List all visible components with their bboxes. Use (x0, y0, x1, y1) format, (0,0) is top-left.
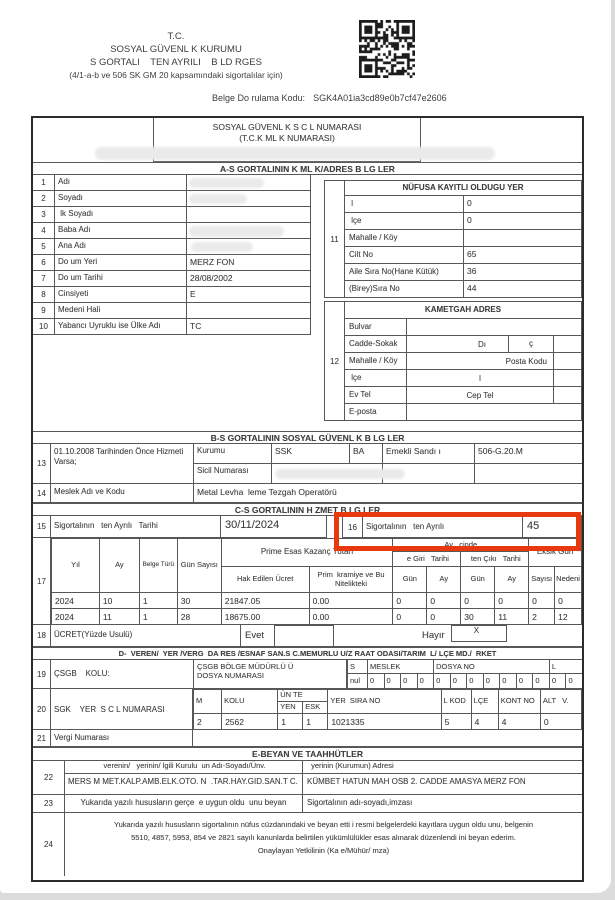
table-cell: 28 (177, 609, 221, 625)
field-value (463, 230, 581, 246)
row-number: 12 (325, 302, 345, 420)
table-row (345, 369, 581, 386)
redaction-smudge (189, 194, 247, 204)
table-cell: 0 (417, 674, 434, 688)
address-title: KAMETGAH ADRES (424, 305, 502, 314)
row-number: 3 (33, 207, 55, 222)
table-cell: 2 (194, 714, 222, 730)
table-row (345, 246, 581, 263)
table-cell: 0 (400, 674, 417, 688)
table-cell: 0.00 (309, 593, 393, 609)
registry-title: NÜFUSA KAYITLI OLDUGU YER (402, 183, 524, 192)
table-cell: 2024 (52, 609, 100, 625)
field-label: Yabancı Uyruklu ise Ülke Adı (55, 319, 187, 334)
field-label: lçe (345, 370, 407, 386)
field-label: Kurumu (194, 444, 272, 463)
field-value (187, 303, 310, 318)
table-row (194, 714, 582, 730)
table-cell: 4 (498, 714, 540, 730)
table-cell: 0 (393, 609, 427, 625)
table-row (33, 287, 311, 303)
row-number: 19 (33, 660, 51, 688)
table-row (65, 774, 582, 794)
table-row (194, 464, 582, 483)
verify-code-line (212, 93, 447, 103)
residence-address-box (324, 301, 582, 421)
column-header: ÜN TE (278, 690, 328, 702)
field-value: 30/11/2024 (221, 516, 327, 537)
field-value: 28/08/2002 (190, 273, 233, 283)
table-cell: 30 (461, 609, 495, 625)
signature-label: Sigortalının adı-soyadı,imzası (307, 798, 413, 807)
field-label: Posta Kodu (505, 356, 547, 366)
qr-code-icon (359, 20, 415, 78)
column-header: Nedeni (555, 567, 582, 593)
field-value: 45 (527, 520, 540, 532)
table-cell: 0 (516, 674, 533, 688)
address-column (324, 175, 582, 431)
table-row (345, 403, 581, 420)
table-row (345, 229, 581, 246)
table-cell: 0 (427, 593, 461, 609)
field-label: DOSYA NUMARASI (197, 671, 264, 680)
column-header: Eksik Gün (529, 539, 582, 567)
column-header: Ay çinde (393, 539, 529, 552)
regional-file-label (194, 660, 347, 688)
column-header: Prime Esas Kazanç Tutarı (221, 539, 393, 567)
row-22 (33, 761, 582, 795)
workplace-number-table (193, 689, 582, 730)
row-18 (33, 625, 582, 647)
table-row (33, 191, 311, 207)
table-row (33, 175, 311, 191)
column-header: Gün (393, 567, 427, 593)
table-row (194, 444, 582, 464)
row-number: 11 (325, 181, 345, 297)
table-cell: 1 (139, 609, 177, 625)
row-number: 21 (33, 730, 51, 746)
row-number: 14 (33, 484, 51, 502)
field-label: l (479, 373, 481, 383)
field-value: 36 (463, 264, 581, 280)
table-row (345, 280, 581, 297)
column-header: Sayısı (529, 567, 555, 593)
field-value: MERS M MET.KALP.AMB.ELK.OTO. N .TAR.HAY.GID.SAN.T C. (65, 774, 303, 794)
field-label: Vergi Numarası (51, 730, 193, 746)
field-value: Emekli Sandı ı (383, 444, 475, 463)
table-cell: 30 (177, 593, 221, 609)
field-label: Ana Adı (55, 239, 187, 254)
column-header: Gün (461, 567, 495, 593)
column-header: ten Çıkı Tarihi (461, 552, 529, 567)
field-value: BA (350, 444, 383, 463)
field-label: Sigortalının ten Ayrılı Tarihi (51, 516, 221, 537)
table-row (345, 212, 581, 229)
section-c-title: C-S GORTALININ H ZMET B LG LER (33, 503, 582, 516)
table-row (52, 609, 582, 625)
row-number: 6 (33, 255, 55, 270)
row-number: 18 (33, 625, 51, 646)
column-header: Belge Türü (139, 539, 177, 593)
field-label: Sicil Numarası (194, 464, 272, 483)
table-row (33, 207, 311, 223)
field-value (187, 239, 310, 254)
table-cell: 0 (450, 674, 467, 688)
table-row (345, 335, 581, 352)
table-cell: 0 (367, 674, 384, 688)
identity-table (33, 175, 311, 431)
column-header: KONT NO (498, 690, 540, 714)
row-15-16 (33, 516, 582, 538)
redaction-smudge (191, 242, 253, 252)
field-label: (Birey)Sıra No (349, 284, 400, 293)
table-row (33, 223, 311, 239)
table-row (33, 271, 311, 287)
field-value (187, 223, 310, 238)
table-cell: 5 (441, 714, 471, 730)
declaration-line: Onaylayan Yetkilinin (Ka e/Mühür/ mza) (257, 846, 390, 855)
field-label: lk Soyadı (55, 207, 187, 222)
leaving-reason-row (342, 516, 582, 538)
tckn-box (33, 118, 582, 162)
row-number: 16 (343, 517, 363, 537)
row-24 (33, 813, 582, 876)
table-cell: 1 (139, 593, 177, 609)
field-label: Cinsiyeti (55, 287, 187, 302)
field-label: Cadde-Sokak (345, 336, 407, 352)
row-number: 1 (33, 175, 55, 190)
field-label: SGK YER S C L NUMARASI (51, 689, 193, 730)
field-label: Do um Yeri (55, 255, 187, 270)
field-label: Do um Tarihi (55, 271, 187, 286)
column-header: YER SIRA NO (328, 690, 441, 714)
column-header: Hak Edilen Ücret (221, 567, 309, 593)
table-cell: 0 (466, 674, 483, 688)
field-value (553, 387, 581, 403)
table-cell: 12 (555, 609, 582, 625)
row-number: 22 (33, 761, 65, 794)
column-header: Ay (99, 539, 139, 593)
table-cell: 18675.00 (221, 609, 309, 625)
row-number: 9 (33, 303, 55, 318)
row-number: 5 (33, 239, 55, 254)
table-cell: 1 (278, 714, 303, 730)
column-header: L KOD (441, 690, 471, 714)
field-label: Dı (478, 339, 486, 349)
field-label: Mahalle / Köy (345, 353, 407, 369)
field-value: 0 (463, 213, 581, 229)
row-13 (33, 444, 582, 484)
no-label: Hayır (422, 630, 445, 641)
field-label: 01.10.2008 Tarihinden Önce Hizmeti Varsa; (51, 444, 194, 483)
field-label: ç (508, 336, 553, 352)
redaction-smudge (189, 178, 264, 188)
field-value: MERZ FON (190, 257, 235, 267)
table-cell: 2 (529, 609, 555, 625)
redaction-smudge (189, 226, 284, 237)
table-cell: 0 (565, 674, 582, 688)
column-header: LÇE (471, 690, 498, 714)
field-label: lçe (349, 216, 362, 225)
yes-checkbox (274, 625, 334, 647)
field-label: ÇSGB KOLU: (51, 660, 194, 688)
header-form-subtitle: (4/1-a-b ve 506 SK GM 20 kapsamındaki sigortalılar için) (69, 70, 283, 80)
field-label: verenin/ yerinin/ lgili Kurulu un Adı-Soyadı/Ünv. (65, 761, 303, 773)
row-number: 17 (33, 538, 51, 625)
table-cell: 0 (483, 674, 500, 688)
field-value (272, 464, 383, 483)
earnings-table-row (33, 538, 582, 625)
field-label: Cilt No (349, 250, 374, 259)
column-header: Ay (495, 567, 529, 593)
field-label: ÇSGB BÖLGE MÜDÜRLÜ Ü (197, 662, 294, 671)
column-header: DOSYA NO (433, 660, 549, 673)
table-cell: 0 (427, 609, 461, 625)
table-row (33, 239, 311, 255)
header-org: SOSYAL GÜVENL K KURUMU (110, 44, 242, 55)
tckn-title: SOSYAL GÜVENL K S C L NUMARASI (212, 122, 362, 132)
tckn-subtitle: (T.C.K ML K NUMARASI) (239, 133, 335, 143)
row-number: 15 (33, 516, 51, 537)
field-value (475, 464, 582, 483)
section-a-title: A-S GORTALININ K ML K/ADRES B LG LER (33, 162, 582, 175)
table-cell: 1021335 (328, 714, 441, 730)
table-cell: 0 (433, 674, 450, 688)
column-header: ALT V. (540, 690, 581, 714)
table-cell: 0 (529, 593, 555, 609)
field-label: Meslek Adı ve Kodu (51, 484, 194, 502)
table-cell: 4 (471, 714, 498, 730)
row-20 (33, 689, 582, 730)
table-cell: 11 (495, 609, 529, 625)
table-cell: 0 (549, 674, 566, 688)
field-value: SSK (272, 444, 350, 463)
field-label: ÜCRET(Yüzde Usulü) (51, 625, 241, 646)
table-cell: 0.00 (309, 609, 393, 625)
row-19 (33, 660, 582, 689)
form-table (31, 116, 584, 882)
column-header: e Giri Tarihi (393, 552, 461, 567)
table-row (52, 593, 582, 609)
column-header: KOLU (222, 690, 278, 714)
row-number: 24 (33, 813, 65, 876)
table-row (33, 319, 311, 335)
section-a-body (33, 175, 582, 431)
field-value: Metal Levha leme Tezgah Operatörü (197, 487, 337, 497)
earnings-table (51, 538, 582, 625)
field-value (187, 191, 310, 206)
leaving-date-row (33, 516, 327, 538)
row-number: 23 (33, 795, 65, 812)
table-cell: 1 (303, 714, 328, 730)
row-number: 7 (33, 271, 55, 286)
table-cell: 2562 (222, 714, 278, 730)
field-label: Soyadı (55, 191, 187, 206)
verify-code: SGK4A01ia3cd89e0b7cf47e2606 (313, 93, 447, 103)
table-cell: 0 (499, 674, 516, 688)
field-label: l (349, 199, 354, 208)
field-value: 44 (463, 281, 581, 297)
field-label: Baba Adı (55, 223, 187, 238)
field-value: 506-G.20.M (478, 446, 523, 456)
row-21 (33, 730, 582, 747)
column-header: YEN (278, 702, 303, 714)
section-d-title: D- VEREN/ YER /VERG DA RES /ESNAF SAN.S C.MEMURLU U/Z RAAT ODASI/TARIM L/ LÇE MD./ RKET (33, 647, 582, 660)
table-row (65, 761, 582, 774)
field-label: Cep Tel (466, 390, 494, 400)
field-label: yerinin (Kurumun) Adresi (309, 761, 394, 770)
document-header (36, 30, 316, 82)
row-number: 10 (33, 319, 55, 334)
column-header: ESK (303, 702, 328, 714)
row-number: 13 (33, 444, 51, 483)
field-label: Ev Tel (345, 387, 407, 403)
field-label: Aile Sıra No(Hane Kütük) (349, 267, 439, 276)
row-number: 4 (33, 223, 55, 238)
section-b-title: B-S GORTALININ SOSYAL GÜVENL K B LG LER (33, 431, 582, 444)
field-label: Medeni Hali (55, 303, 187, 318)
table-row (33, 255, 311, 271)
row-number: 20 (33, 689, 51, 730)
table-cell: nul (347, 674, 367, 688)
field-value: E (190, 289, 196, 299)
header-form-title: S GORTALI TEN AYRILI B LD RGES (90, 57, 262, 68)
field-value: 0 (463, 196, 581, 212)
field-label: Mahalle / Köy (349, 233, 398, 242)
column-gap (311, 175, 324, 431)
column-header: S (347, 660, 367, 673)
field-value: TC (190, 321, 202, 331)
declaration-line: 5510, 4857, 5953, 854 ve 2821 sayılı kanunlarda belirtilen yükümlülükler esas alınarak düzenlendi ini beyan ederim. (131, 833, 516, 842)
table-cell: 10 (99, 593, 139, 609)
field-value: KÜMBET HATUN MAH OSB 2. CADDE AMASYA MERZ FON (307, 777, 526, 786)
field-value (553, 370, 581, 386)
table-cell: 0 (495, 593, 529, 609)
table-cell: 0 (393, 593, 427, 609)
row-number: 8 (33, 287, 55, 302)
table-row (345, 352, 581, 369)
table-cell: 0 (461, 593, 495, 609)
section-e-title: E-BEYAN VE TAAHHÜTLER (33, 747, 582, 761)
column-header: Prim kramiye ve Bu Nitelikteki (309, 567, 393, 593)
header-tc: T.C. (167, 31, 185, 42)
field-label: Sigortalının ten Ayrılı (363, 517, 523, 537)
column-header: Ay (427, 567, 461, 593)
yes-label: Evet (245, 630, 265, 641)
no-checkbox: X (451, 625, 507, 642)
field-label: E-posta (345, 404, 407, 420)
table-row (345, 195, 581, 212)
table-row (345, 263, 581, 280)
column-header: Yıl (52, 539, 100, 593)
field-value (187, 175, 310, 190)
table-cell: 0 (555, 593, 582, 609)
field-value: 65 (463, 247, 581, 263)
redaction-smudge (275, 469, 405, 479)
table-cell: 0 (384, 674, 401, 688)
table-cell: 0 (540, 714, 581, 730)
table-row (345, 386, 581, 403)
redaction-smudge (95, 147, 495, 160)
column-header: M (194, 690, 222, 714)
table-row (33, 303, 311, 319)
field-value (553, 336, 581, 352)
field-label: Adı (55, 175, 187, 190)
row-23 (33, 795, 582, 813)
row-number: 2 (33, 191, 55, 206)
birth-registry-box (324, 180, 582, 298)
column-header: Gün Sayısı (177, 539, 221, 593)
table-cell: 21847.05 (221, 593, 309, 609)
approval-declaration (65, 813, 582, 876)
declaration-line: Yukarıda yazılı hususların sigortalının nüfus cüzdanındaki ve beyan etti i resmi belgelerdeki kayıtlara uygun oldu unu, belgenin (113, 820, 533, 829)
verify-label: Belge Do rulama Kodu: (212, 93, 306, 103)
table-row (345, 318, 581, 335)
field-label: Bulvar (345, 319, 407, 335)
table-cell: 11 (99, 609, 139, 625)
file-number-grid (347, 660, 582, 688)
field-value (553, 353, 581, 369)
field-value (193, 730, 582, 746)
table-cell: 2024 (52, 593, 100, 609)
field-value (187, 207, 310, 222)
column-header: MESLEK (367, 660, 433, 673)
row-14 (33, 484, 582, 503)
declaration-text: Yukarıda yazılı hususların gerçe e uygun oldu unu beyan (65, 795, 303, 812)
column-header: L (549, 660, 582, 673)
table-cell: 0 (532, 674, 549, 688)
